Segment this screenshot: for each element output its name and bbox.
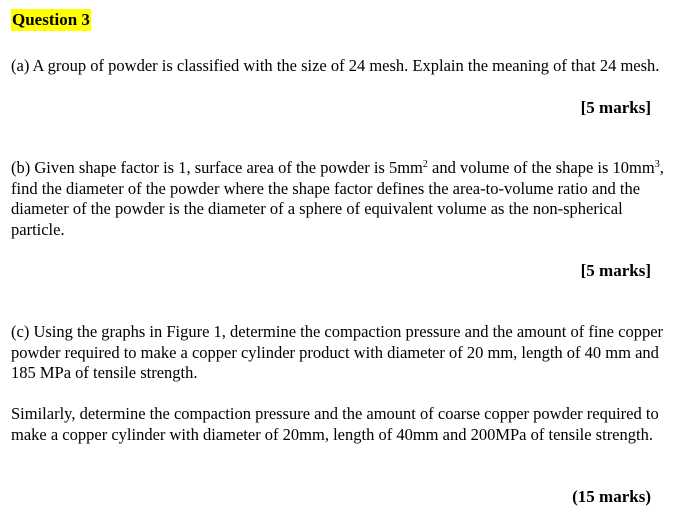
part-b-text-2: and volume of the shape is 10mm <box>427 158 655 177</box>
part-b-marks: [5 marks] <box>580 261 651 280</box>
part-a-text: (a) A group of powder is classified with the size of 24 mesh. Explain the meaning of that 24 mesh. <box>11 56 660 75</box>
part-b-sup-2: 3 <box>654 159 660 170</box>
part-c-para-2: Similarly, determine the compaction pressure and the amount of coarse copper powder required to make a copper cylinder with diameter of 20mm, length of 40mm and 200MPa of tensile strength. <box>11 404 659 444</box>
part-c-marks: (15 marks) <box>572 487 651 506</box>
part-b-text-3: , find the diameter of the powder where the shape factor defines the area-to-volume ratio and the diameter of the powder is the diameter of a sphere of equivalent volume as the non-spherical particle. <box>11 158 664 239</box>
question-title: Question 3 <box>12 10 90 29</box>
part-b-sup-1: 2 <box>422 159 428 170</box>
part-c-para-1: (c) Using the graphs in Figure 1, determine the compaction pressure and the amount of fine copper powder required to make a copper cylinder product with diameter of 20 mm, length of 40 mm and 185 MPa of tensile strength. <box>11 322 664 382</box>
part-b-text <box>11 158 666 240</box>
part-b-text-1: (b) Given shape factor is 1, surface area of the powder is 5mm <box>11 158 423 177</box>
part-a-marks: [5 marks] <box>580 98 651 117</box>
